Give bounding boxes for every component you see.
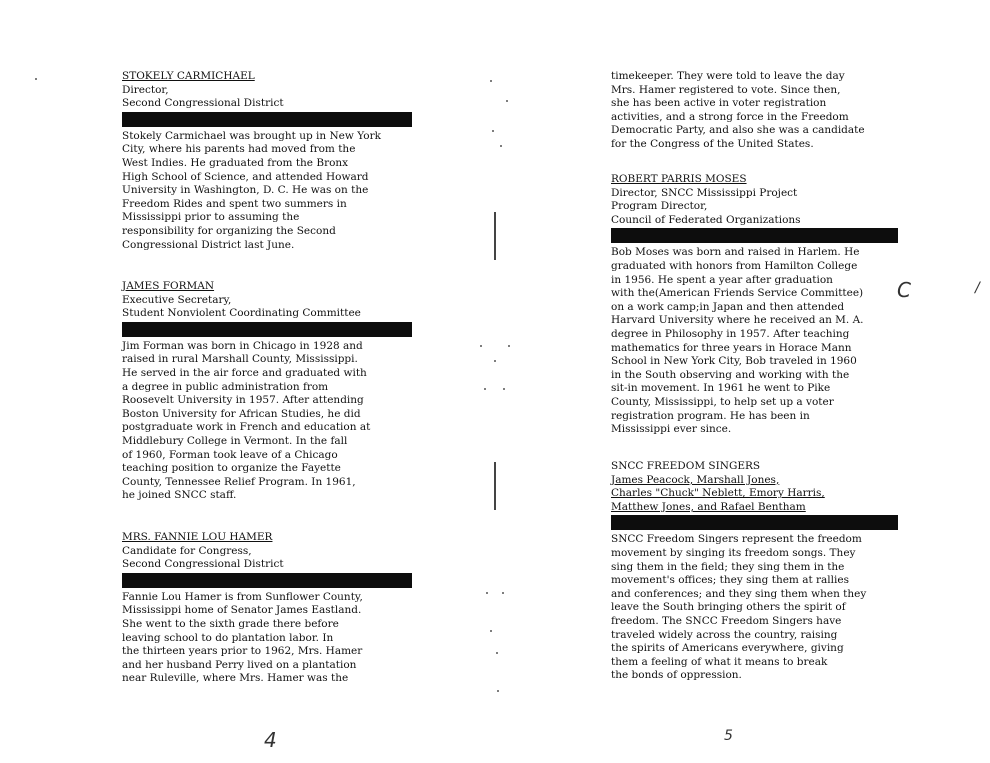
bio-text-line: Harvard University where he received an M. A. [611,314,864,327]
bio-text-line: postgraduate work in French and education at [122,421,371,434]
bio-name: JAMES FORMAN [122,280,215,292]
bio-text-line: Boston University for African Studies, he did [122,407,361,420]
bio-text-line: Freedom Rides and spent two summers in [122,197,347,210]
scan-speck [500,145,502,147]
bio-text-line: County, Mississippi, to help set up a voter [611,395,834,408]
bio-text-line: Bob Moses was born and raised in Harlem. He [611,246,860,259]
bio-title-line: Council of Federated Organizations [611,213,801,226]
bio-text-line: raised in rural Marshall County, Mississippi. [122,353,358,366]
bio-text-line: County, Tennessee Relief Program. In 1961, [122,475,356,488]
bio-hamer [122,531,422,686]
bio-text-line: Mississippi ever since. [611,423,732,436]
bio-text-line: Stokely Carmichael was brought up in New York [122,129,381,142]
bio-text-line: teaching position to organize the Fayette [122,462,341,475]
bio-text-line: for the Congress of the United States. [611,137,814,150]
scan-speck [490,80,492,82]
bio-text-line: Democratic Party, and also she was a candidate [611,124,865,137]
handwritten-mark: C [897,278,911,302]
bio-text-line: in the South observing and working with the [611,368,850,381]
scan-speck [490,630,492,632]
bio-forman [122,280,422,503]
bio-text-line: registration program. He has been in [611,409,810,422]
redaction-bar [611,228,898,243]
bio-text-line: Fannie Lou Hamer is from Sunflower County, [122,590,363,603]
bio-text-line: on a work camp;in Japan and then attended [611,300,845,313]
singers-members-line: Charles "Chuck" Neblett, Emory Harris, [611,487,825,500]
redaction-bar [611,515,898,530]
bio-text-line: Jim Forman was born in Chicago in 1928 and [122,339,363,352]
scan-speck [35,78,37,80]
bio-text-line: movement's offices; they sing them at rallies [611,574,849,587]
bio-title-line: Director, SNCC Mississippi Project [611,186,798,199]
scan-speck [497,690,499,692]
bio-name: ROBERT PARRIS MOSES [611,173,747,185]
bio-text-line: them a feeling of what it means to break [611,655,828,668]
scan-speck [508,345,510,347]
bio-text-line: near Ruleville, where Mrs. Hamer was the [122,672,349,685]
bio-text-line: the bonds of oppression. [611,669,742,682]
bio-text-line: and conferences; and they sing them when they [611,587,867,600]
bio-text-line: graduated with honors from Hamilton College [611,259,858,272]
bio-moses [611,173,911,437]
bio-text-line: SNCC Freedom Singers represent the freedom [611,533,862,546]
scan-speck [506,100,508,102]
bio-text-line: she has been active in voter registration [611,97,827,110]
bio-text-line: She went to the sixth grade there before [122,617,339,630]
scan-speck [480,345,482,347]
bio-text-line: Congressional District last June. [122,238,295,251]
bio-text-line: he joined SNCC staff. [122,489,237,502]
bio-text-line: School in New York City, Bob traveled in 1960 [611,355,857,368]
fold-mark [494,462,496,510]
bio-text-line: movement by singing its freedom songs. They [611,546,856,559]
bio-freedom-singers [611,460,911,683]
bio-text-line: Mississippi prior to assuming the [122,211,300,224]
bio-text-line: with the(American Friends Service Committee) [611,287,864,300]
bio-text-line: a degree in public administration from [122,380,329,393]
bio-text-line: He served in the air force and graduated with [122,366,367,379]
scan-speck [496,652,498,654]
bio-text-line: activities, and a strong force in the Freedom [611,110,849,123]
scan-speck [492,130,494,132]
bio-text-line: leaving school to do plantation labor. In [122,631,334,644]
bio-text-line: City, where his parents had moved from the [122,143,356,156]
bio-text-line: Middlebury College in Vermont. In the fall [122,434,348,447]
bio-title-line: Second Congressional District [122,97,284,110]
bio-title-line: Director, [122,83,169,96]
bio-name: SNCC FREEDOM SINGERS [611,460,761,472]
bio-text-line: Mississippi home of Senator James Eastland. [122,604,362,617]
redaction-bar [122,573,412,588]
bio-text-line: in 1956. He spent a year after graduation [611,273,833,286]
bio-text-line: of 1960, Forman took leave of a Chicago [122,448,338,461]
singers-members-line: Matthew Jones, and Rafael Bentham [611,500,806,513]
bio-text-line: responsibility for organizing the Second [122,224,336,237]
page-number-right: 5 [724,728,733,744]
bio-text-line: traveled widely across the country, raising [611,628,838,641]
scan-speck [502,592,504,594]
bio-text-line: freedom. The SNCC Freedom Singers have [611,614,842,627]
scan-speck [486,592,488,594]
bio-title-line: Student Nonviolent Coordinating Committee [122,307,361,320]
bio-name: STOKELY CARMICHAEL [122,70,255,82]
bio-text-line: High School of Science, and attended Howard [122,170,369,183]
redaction-bar [122,112,412,127]
bio-text-line: the spirits of Americans everywhere, giving [611,642,844,655]
bio-hamer-continued [611,70,911,152]
bio-carmichael [122,70,422,252]
bio-name: MRS. FANNIE LOU HAMER [122,531,273,543]
bio-text-line: Roosevelt University in 1957. After attending [122,394,364,407]
bio-text-line: leave the South bringing others the spirit of [611,601,846,614]
singers-members-line: James Peacock, Marshall Jones, [611,473,780,486]
bio-text-line: sing them in the field; they sing them in the [611,560,845,573]
bio-text-line: degree in Philosophy in 1957. After teaching [611,327,850,340]
bio-text-line: and her husband Perry lived on a plantation [122,658,357,671]
bio-text-line: sit-in movement. In 1961 he went to Pike [611,382,831,395]
bio-text-line: the thirteen years prior to 1962, Mrs. Hamer [122,645,363,658]
bio-title-line: Program Director, [611,200,708,213]
scan-speck [494,360,496,362]
scan-speck [503,388,505,390]
redaction-bar [122,322,412,337]
fold-mark [494,212,496,260]
bio-text-line: University in Washington, D. C. He was on the [122,184,369,197]
scan-speck [484,388,486,390]
bio-title-line: Second Congressional District [122,558,284,571]
bio-title-line: Executive Secretary, [122,293,232,306]
bio-text-line: mathematics for three years in Horace Mann [611,341,852,354]
bio-text-line: Mrs. Hamer registered to vote. Since then, [611,83,841,96]
handwritten-mark: / [975,280,980,296]
bio-text-line: timekeeper. They were told to leave the day [611,70,845,82]
page-number-left: 4 [264,728,277,752]
bio-title-line: Candidate for Congress, [122,544,252,557]
bio-text-line: West Indies. He graduated from the Bronx [122,156,349,169]
